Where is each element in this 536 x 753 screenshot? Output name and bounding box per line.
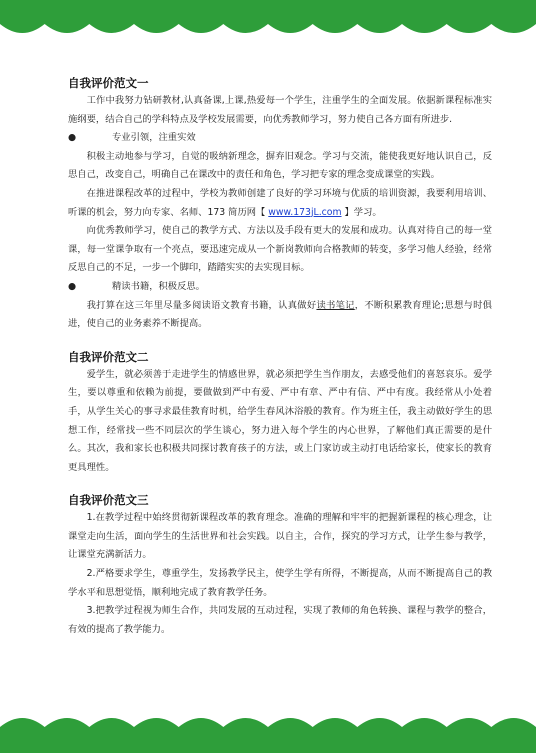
- paragraph: 3.把教学过程视为师生合作，共同发展的互动过程，实现了教师的角色转换、课程与教学的整合，有效的提高了教学能力。: [68, 605, 492, 635]
- text-run: ，不断积累教育理论;思想与时俱进，使自己的业务素养不断提高。: [68, 299, 492, 330]
- paragraph: 积极主动地参与学习，自觉的吸纳新理念，摒弃旧观念。学习与交流，能使我更好地认识自己，反思自己，改变自己，明确自己在课改中的责任和角色，学习把专家的理念变成课堂的实践。: [68, 150, 492, 181]
- bullet-item: [68, 278, 492, 297]
- text-run: 】学习。: [341, 206, 382, 218]
- section-two: [68, 348, 492, 478]
- underlined-text: 读书笔记: [316, 299, 355, 311]
- website-link[interactable]: www.173jL.com: [268, 206, 342, 218]
- paragraph: 工作中我努力钻研教材,认真备课,上课,热爱每一个学生，注重学生的全面发展。依据新课程标准实施纲要，结合自己的学科特点及学校发展需要，向优秀教师学习，努力使自己各方面有所进步.: [68, 95, 492, 125]
- paragraph: [68, 297, 492, 334]
- section-one: [68, 74, 492, 334]
- text-run: 在推进课程改革的过程中，学校为教师创建了良好的学习环境与优质的培训资源，我要利用培训、听课的机会，努力向专家、名师、173 简历网【: [68, 187, 492, 218]
- document-body: [68, 74, 492, 635]
- scallop-border-bottom: [0, 709, 536, 753]
- paragraph: [68, 185, 492, 222]
- paragraph: 1.在教学过程中始终贯彻新课程改革的教育理念。准确的理解和牢牢的把握新课程的核心理念，让课堂走向生活，面向学生的生活世界和社会实践。以自主，合作，探究的学习方式，让学生参与教学，让课堂充满新活力。: [68, 512, 492, 561]
- paragraph: 向优秀教师学习，使自己的教学方式、方法以及手段有更大的发展和成功。认真对待自己的每一堂课，每一堂课争取有一个亮点，要迅速完成从一个新岗教师向合格教师的转变，多学习他人经验，经常反思自己的不足，一步一个脚印，踏踏实实的去实现目标。: [68, 225, 492, 274]
- section-three: [68, 491, 492, 639]
- section-title: 自我评价范文一: [68, 76, 149, 90]
- scallop-border-top: [0, 0, 536, 40]
- paragraph: 2.严格要求学生，尊重学生，发扬教学民主，使学生学有所得，不断提高，从而不断提高自己的教学水平和思想觉悟，顺利地完成了教育教学任务。: [68, 568, 492, 598]
- section-title: 自我评价范文二: [68, 349, 149, 364]
- section-title: 自我评价范文三: [68, 493, 149, 508]
- bullet-text: 精读书籍，积极反思。: [112, 280, 205, 292]
- paragraph: 爱学生，就必须善于走进学生的情感世界，就必须把学生当作朋友，去感受他们的喜怒哀乐。爱学生，要以尊重和依赖为前提，要做做到严中有爱、严中有章、严中有信、严中有度。我经常从小处着手，从学生关心的事寻求最佳教育时机，给学生春风沐浴般的教育。作为班主任，我主动做好学生的思想工作，经常找一些不同层次的学生谈心，努力进入每个学生的内心世界，了解他们真正需要的是什么。其次，我和家长也积极共同探讨教育孩子的方法，或上门家访或主动打电话给家长，使家长的教育更具理性。: [68, 368, 492, 473]
- bullet-item: [68, 129, 492, 148]
- bullet-text: 专业引领，注重实效: [112, 132, 196, 144]
- bullet-dot: ●: [68, 132, 77, 144]
- bullet-dot: ●: [68, 280, 77, 292]
- text-run: 我打算在这三年里尽量多阅读语文教育书籍，认真做好: [86, 299, 317, 311]
